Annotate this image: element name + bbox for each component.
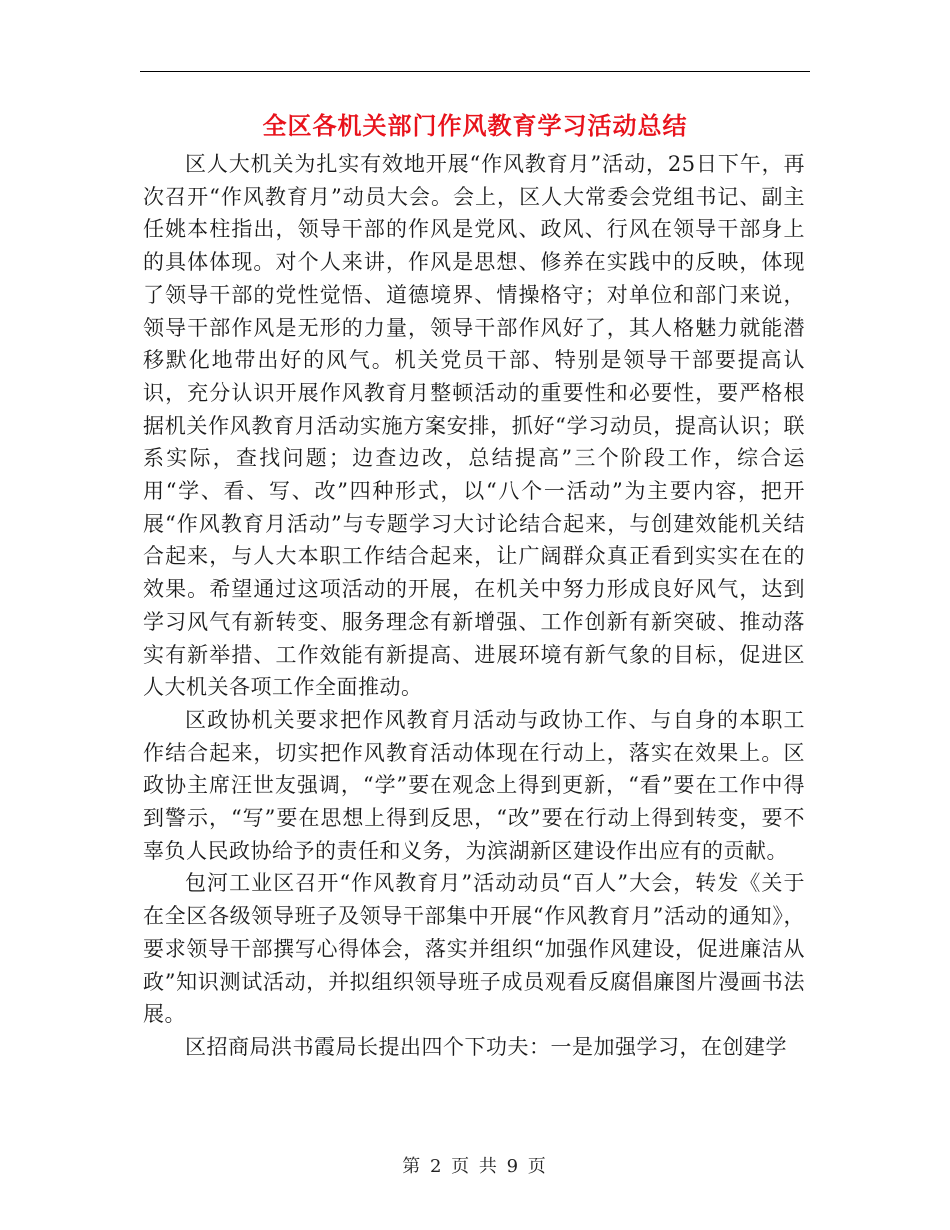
paragraph-cppcc: 区政协机关要求把作风教育月活动与政协工作、与自身的本职工作结合起来，切实把作风教育活动体现在行动上，落实在效果上。区政协主席汪世友强调，“学”要在观念上得到更新，“看”要在工作中得到警示，“写”要在思想上得到反思，“改”要在行动上得到转变，要不辜负人民政协给予的责任和义务，为滨湖新区建设作出应有的贡献。 [143,707,805,863]
paragraph-people-congress: 区人大机关为扎实有效地开展“作风教育月”活动，25日下午，再次召开“作风教育月”动员大会。会上，区人大常委会党组书记、副主任姚本柱指出，领导干部的作风是党风、政风、行风在领导干部身上的具体体现。对个人来讲，作风是思想、修养在实践中的反映，体现了领导干部的党性觉悟、道德境界、情操格守；对单位和部门来说，领导干部作风是无形的力量，领导干部作风好了，其人格魅力就能潜移默化地带出好的风气。机关党员干部、特别是领导干部要提高认识，充分认识开展作风教育月整顿活动的重要性和必要性，要严格根据机关作风教育月活动实施方案安排，抓好“学习动员，提高认识；联系实际，查找问题；边查边改，总结提高”三个阶段工作，综合运用“学、看、写、改”四种形式，以“八个一活动”为主要内容，把开展“作风教育月活动”与专题学习大讨论结合起来，与创建效能机关结合起来，与人大本职工作结合起来，让广阔群众真正看到实实在在的效果。希望通过这项活动的开展，在机关中努力形成良好风气，达到学习风气有新转变、服务理念有新增强、工作创新有新突破、推动落实有新举措、工作效能有新提高、进展环境有新气象的目标，促进区人大机关各项工作全面推动。 [143,152,805,700]
document-body [143,148,805,1064]
paragraph-industrial-zone: 包河工业区召开“作风教育月”活动动员“百人”大会，转发《关于在全区各级领导班子及领导干部集中开展“作风教育月”活动的通知》，要求领导干部撰写心得体会，落实并组织“加强作风建设，促进廉洁从政”知识测试活动，并拟组织领导班子成员观看反腐倡廉图片漫画书法展。 [143,871,805,1027]
page-number: 第 2 页 共 9 页 [402,1156,548,1177]
header-rule [140,71,810,72]
document-title: 全区各机关部门作风教育学习活动总结 [262,111,688,140]
paragraph-investment-bureau: 区招商局洪书霞局长提出四个下功夫：一是加强学习，在创建学 [185,1034,787,1059]
